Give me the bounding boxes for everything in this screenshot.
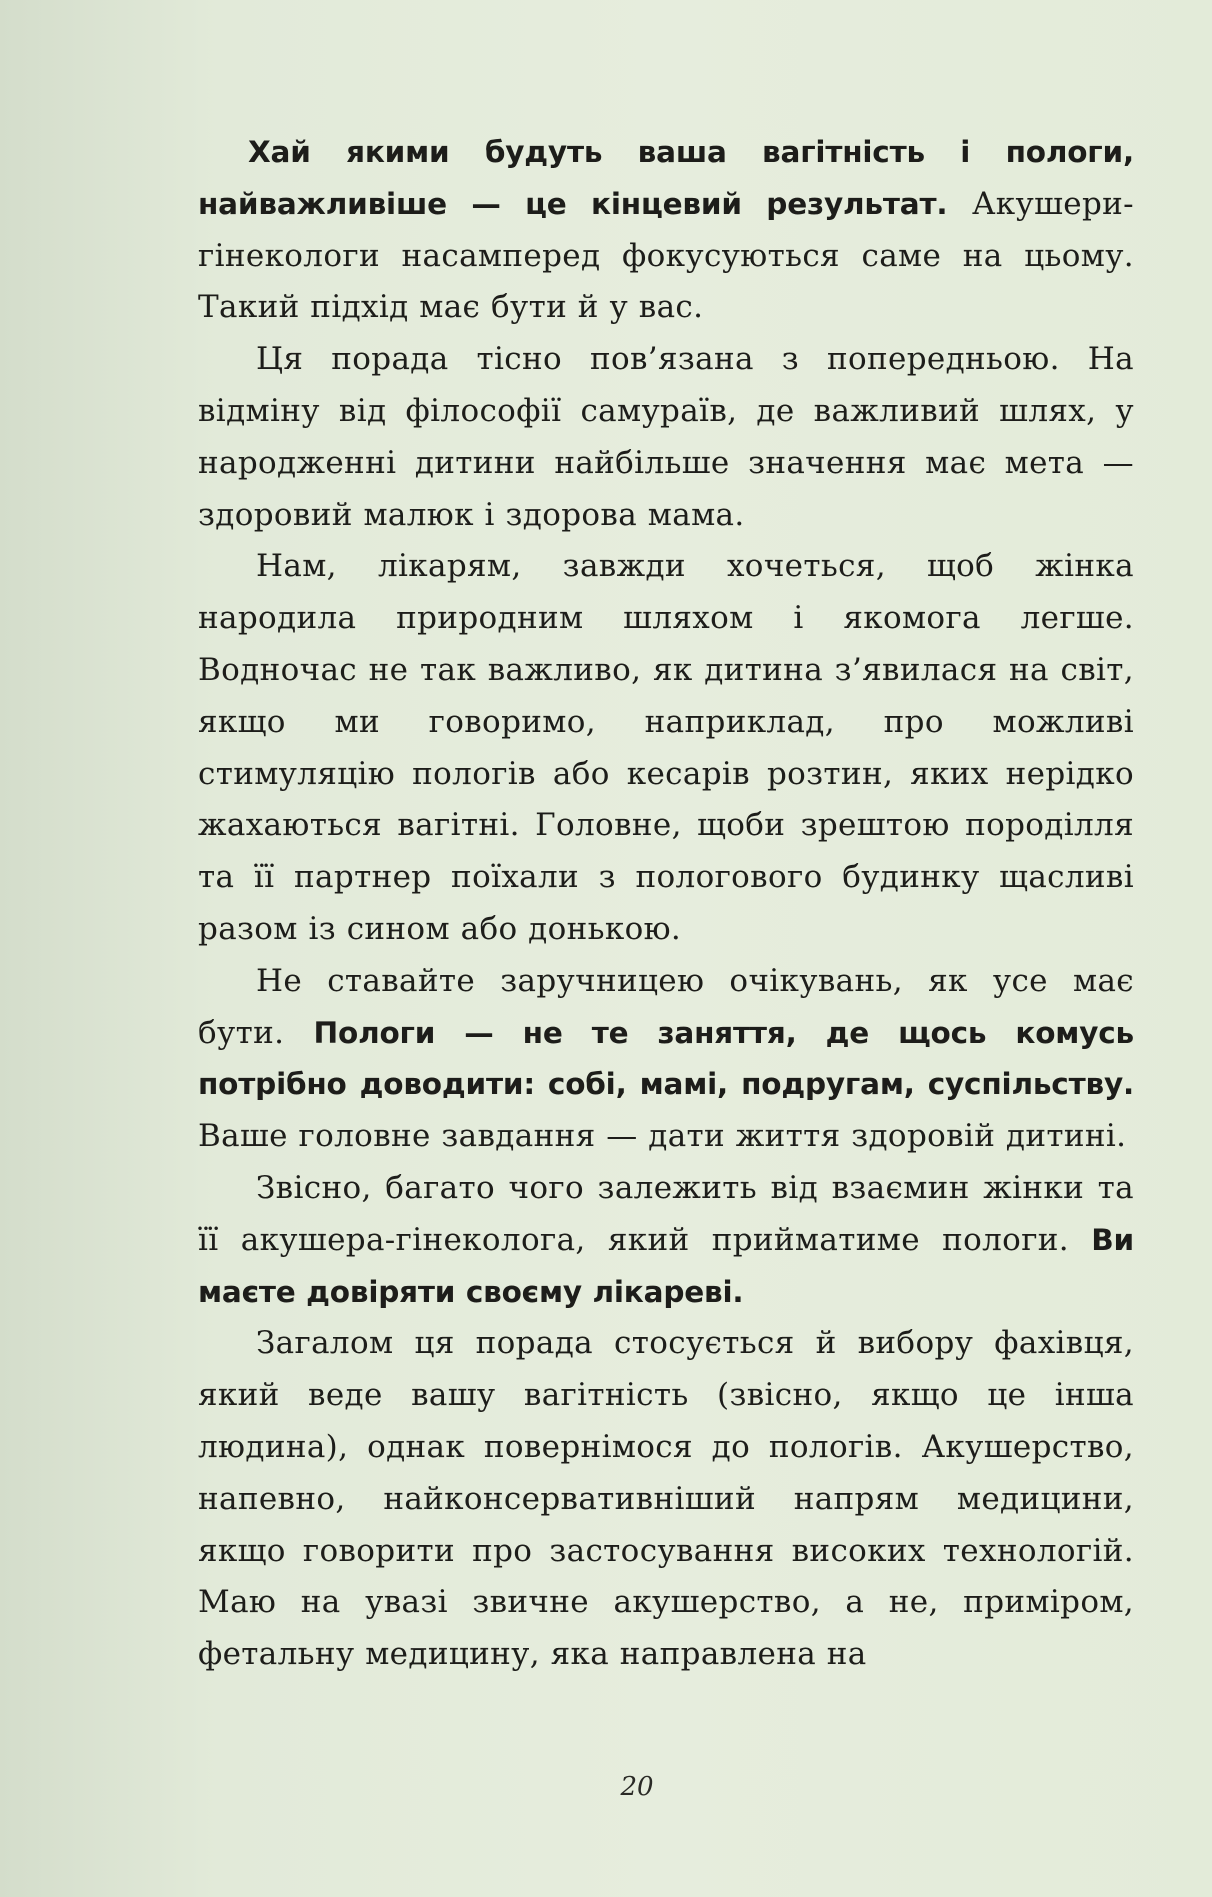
paragraph-1 [198, 127, 1134, 334]
paragraph-text: Ваше головне завдання — дати життя здоровій дитині. [198, 1118, 1127, 1155]
paragraph-2 [198, 334, 1134, 541]
paragraph-3 [198, 541, 1134, 955]
paragraph-5 [198, 1163, 1134, 1318]
paragraph-text: Звісно, багато чого залежить від взаємин жінки та її акушера-гінеколога, який прийматиме пологи. [198, 1169, 1134, 1258]
paragraph-4 [198, 956, 1134, 1163]
paragraph-text: Нам, лікарям, завжди хочеться, щоб жінка народила природним шляхом і якомога легше. Водночас не так важливо, як дитина з’явилася на світ, якщо ми говоримо, наприклад, про можливі стимуляцію пологів або кесарів розтин, яких нерідко жахаються вагітні. Головне, щоби зрештою породілля та її партнер поїхали з пологового будинку щасливі разом із сином або донькою. [198, 548, 1134, 947]
paragraph-text: Не ставайте заручницею очікувань, як усе має бути. [198, 962, 1134, 1051]
paragraph-6 [198, 1318, 1134, 1681]
bold-lead: Хай якими будуть ваша вагітність і пологи, найважливіше — це кінцевий результат. [198, 135, 1134, 221]
bold-tail: Ви маєте довіряти своєму лікареві. [198, 1222, 1134, 1309]
paragraph-text: Акушери-гінекологи насамперед фокусуються саме на цьому. Такий підхід має бути й у вас. [198, 185, 1134, 326]
page-number: 20 [620, 1772, 654, 1802]
paragraph-text: Ця порада тісно пов’язана з попередньою. На відміну від філософії самураїв, де важливий шлях, у народженні дитини найбільше значення має мета — здоровий малюк і здорова мама. [198, 341, 1134, 533]
paragraph-text: Загалом ця порада стосується й вибору фахівця, який веде вашу вагітність (звісно, якщо це інша людина), однак повернімося до пологів. Акушерство, напевно, найконсервативніший напрям медицини, якщо говорити про застосування високих технологій. Маю на увазі звичне акушерство, а не, приміром, фетальну медицину, яка направлена на [198, 1325, 1134, 1673]
body-text [198, 127, 1134, 1681]
bold-emphasis: Пологи — не те заняття, де щось комусь потрібно доводити: собі, мамі, подругам, суспільству. [198, 1015, 1134, 1102]
